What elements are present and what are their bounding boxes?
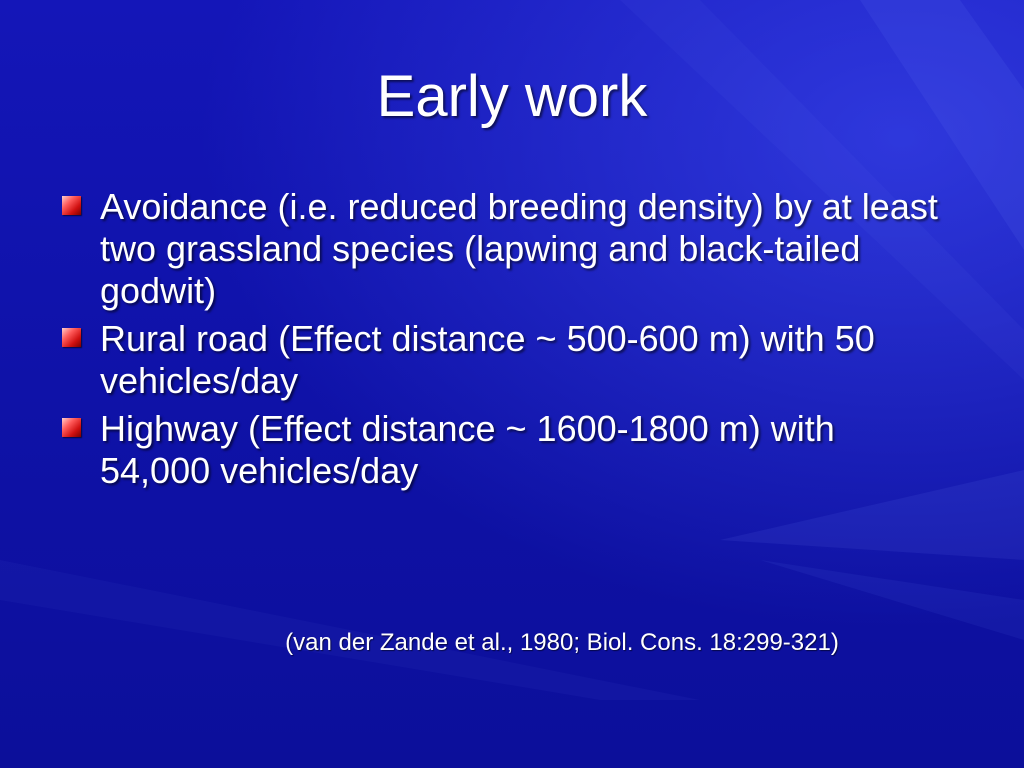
bullet-text: Rural road (Effect distance ~ 500-600 m) with 50 vehicles/day [100,318,875,401]
bullet-item [62,318,942,402]
red-square-bullet-icon [62,328,81,347]
bullet-text: Highway (Effect distance ~ 1600-1800 m) with 54,000 vehicles/day [100,408,835,491]
bullet-item [62,186,942,312]
bullet-list [62,186,942,498]
red-square-bullet-icon [62,418,81,437]
bullet-text: Avoidance (i.e. reduced breeding density) by at least two grassland species (lapwing and black-tailed godwit) [100,186,938,311]
bullet-item [62,408,942,492]
red-square-bullet-icon [62,196,81,215]
slide-title: Early work [376,64,648,129]
citation: (van der Zande et al., 1980; Biol. Cons. 18:299-321) [285,629,839,656]
